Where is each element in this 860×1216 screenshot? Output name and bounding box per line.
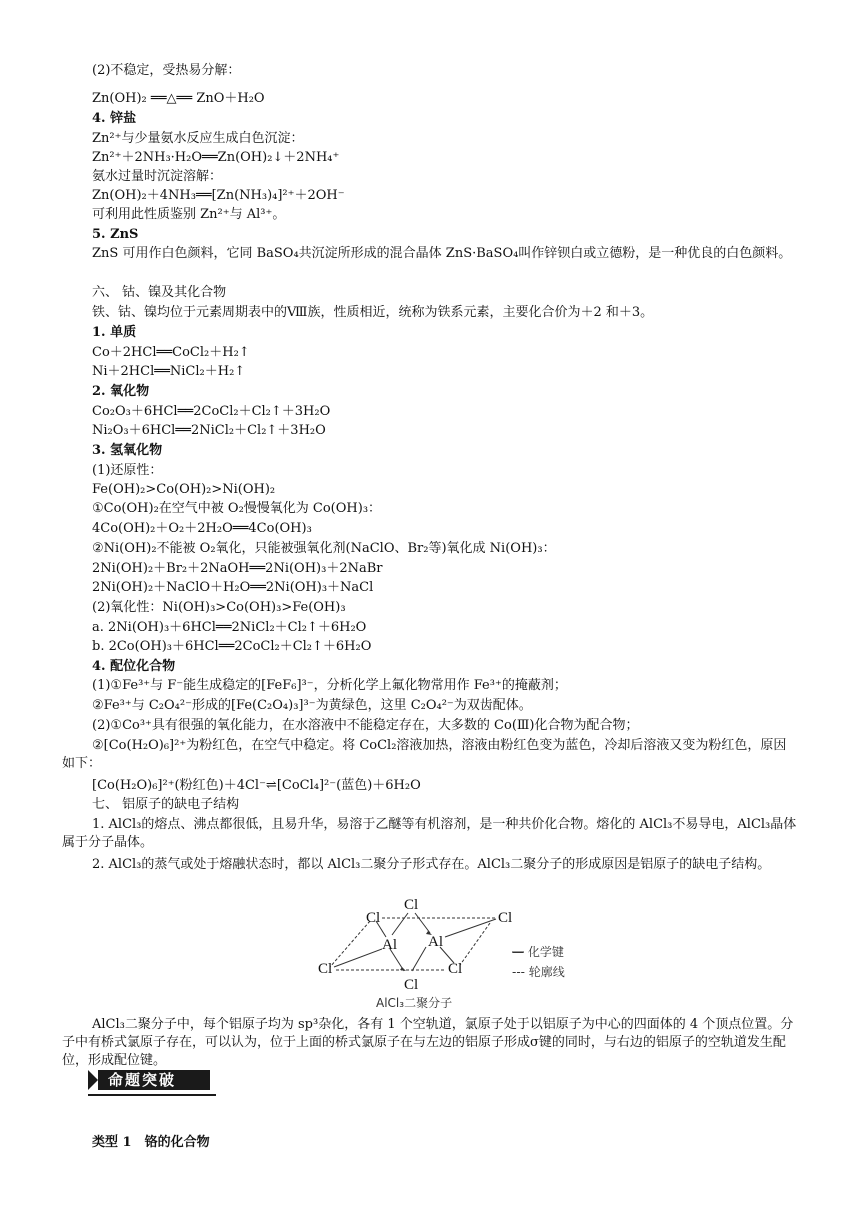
arrowhead [400, 967, 406, 971]
bond-line [445, 919, 496, 937]
text-line: (1)还原性： [92, 463, 163, 478]
equation: b. 2Co(OH)₃＋6HCl══2CoCl₂＋Cl₂↑＋6H₂O [92, 639, 372, 654]
chapter-heading: 六、 钴、镍及其化合物 [92, 285, 227, 300]
text-line: (1)①Fe³⁺与 F⁻能生成稳定的[FeF₆]³⁻，分析化学上氟化物常用作 Fe³⁺的掩蔽剂； [92, 678, 567, 693]
equation: Ni＋2HCl══NiCl₂＋H₂↑ [92, 364, 246, 379]
section-heading: 4. 配位化合物 [92, 659, 176, 674]
paragraph: 1. AlCl₃的熔点、沸点都很低，且易升华，易溶于乙醚等有机溶剂，是一种共价化合物。熔化的 AlCl₃不易导电，AlCl₃晶体属于分子晶体。 [62, 817, 797, 850]
chapter-heading: 七、 铝原子的缺电子结构 [92, 797, 240, 812]
atom-cl-right-top: Cl [498, 910, 513, 926]
banner-underline [88, 1094, 216, 1096]
text-line: Fe(OH)₂>Co(OH)₂>Ni(OH)₂ [92, 482, 276, 497]
equation: Zn(OH)₂＋4NH₃══[Zn(NH₃)₄]²⁺＋2OH⁻ [92, 188, 345, 203]
text-line: 氨水过量时沉淀溶解： [92, 169, 223, 184]
section-heading: 2. 氧化物 [92, 384, 150, 399]
equation: [Co(H₂O)₆]²⁺(粉红色)＋4Cl⁻⇌[CoCl₄]²⁻(蓝色)＋6H₂O [92, 778, 421, 793]
question-type-heading: 类型 1 铬的化合物 [92, 1135, 210, 1150]
text-line: (2)氧化性：Ni(OH)₃>Co(OH)₃>Fe(OH)₃ [92, 600, 346, 615]
text-line: ①Co(OH)₂在空气中被 O₂慢慢氧化为 Co(OH)₃： [92, 501, 382, 516]
equation: Zn²⁺＋2NH₃·H₂O══Zn(OH)₂↓＋2NH₄⁺ [92, 150, 340, 165]
text-line: (2)不稳定，受热易分解： [92, 63, 241, 78]
paragraph: ②[Co(H₂O)₆]²⁺为粉红色，在空气中稳定。将 CoCl₂溶液加热，溶液由粉红色变为蓝色，冷却后溶液又变为粉红色，原因如下： [62, 738, 787, 771]
text-line: ②Fe³⁺与 C₂O₄²⁻形成的[Fe(C₂O₄)₃]³⁻为黄绿色，这里 C₂O₄²⁻为双齿配体。 [92, 698, 532, 713]
atom-al-left: Al [382, 937, 397, 953]
section-banner [88, 1068, 216, 1092]
outline-line [330, 921, 370, 967]
outline-line [460, 923, 490, 965]
atom-cl-right-bottom: Cl [448, 961, 463, 977]
section-heading: 4. 锌盐 [92, 111, 137, 126]
banner-title: 命题突破 [108, 1071, 177, 1089]
text-line: (2)①Co³⁺具有很强的氧化能力，在水溶液中不能稳定存在，大多数的 Co(Ⅲ)化合物为配合物； [92, 718, 639, 733]
bond-line [334, 949, 382, 967]
legend-outline: --- 轮廓线 [512, 965, 565, 979]
atom-cl-left-top: Cl [366, 910, 381, 926]
equation: 2Ni(OH)₂＋Br₂＋2NaOH══2Ni(OH)₃＋2NaBr [92, 561, 383, 576]
equation: Ni₂O₃＋6HCl══2NiCl₂＋Cl₂↑＋3H₂O [92, 423, 326, 438]
atom-al-right: Al [428, 934, 443, 950]
paragraph: 2. AlCl₃的蒸气或处于熔融状态时，都以 AlCl₃二聚分子形式存在。AlCl₃二聚分子的形成原因是铝原子的缺电子结构。 [92, 857, 771, 872]
section-heading: 1. 单质 [92, 325, 137, 340]
text-line: ②Ni(OH)₂不能被 O₂氧化，只能被强氧化剂(NaClO、Br₂等)氧化成 Ni(OH)₃： [92, 541, 556, 556]
atom-cl-bottom: Cl [404, 977, 419, 993]
text-line: 铁、钴、镍均位于元素周期表中的Ⅷ族，性质相近，统称为铁系元素，主要化合价为＋2 和＋3。 [92, 305, 654, 320]
banner-arrow-icon [88, 1070, 98, 1090]
atom-cl-top: Cl [404, 897, 419, 913]
bond-line [392, 913, 408, 935]
equation: Co＋2HCl══CoCl₂＋H₂↑ [92, 345, 250, 360]
paragraph: ZnS 可用作白色颜料，它同 BaSO₄共沉淀所形成的混合晶体 ZnS·BaSO₄叫作锌钡白或立德粉，是一种优良的白色颜料。 [92, 246, 792, 261]
alcl3-dimer-diagram [300, 895, 600, 1015]
atom-cl-left-bottom: Cl [318, 961, 333, 977]
bond-line [412, 947, 426, 971]
equation: 4Co(OH)₂＋O₂＋2H₂O══4Co(OH)₃ [92, 521, 312, 536]
section-heading: 5. ZnS [92, 227, 139, 242]
section-heading: 3. 氢氧化物 [92, 443, 163, 458]
equation: Zn(OH)₂ ══△══ ZnO＋H₂O [92, 91, 265, 106]
legend-bond: — 化学键 [512, 945, 564, 959]
diagram-caption: AlCl₃二聚分子 [376, 996, 453, 1010]
text-line: Zn²⁺与少量氨水反应生成白色沉淀： [92, 131, 304, 146]
text-line: 可利用此性质鉴别 Zn²⁺与 Al³⁺。 [92, 207, 286, 222]
equation: a. 2Ni(OH)₃＋6HCl══2NiCl₂＋Cl₂↑＋6H₂O [92, 620, 367, 635]
paragraph: AlCl₃二聚分子中，每个铝原子均为 sp³杂化，各有 1 个空轨道，氯原子处于以铝原子为中心的四面体的 4 个顶点位置。分子中有桥式氯原子存在，可以认为，位于上面的桥式氯原子在与左边的铝原子形成σ键的同时，与右边的铝原子的空轨道发生配位，形成配位键。 [62, 1017, 794, 1068]
equation: 2Ni(OH)₂＋NaClO＋H₂O══2Ni(OH)₃＋NaCl [92, 580, 374, 595]
bond-line [415, 913, 430, 933]
equation: Co₂O₃＋6HCl══2CoCl₂＋Cl₂↑＋3H₂O [92, 404, 331, 419]
